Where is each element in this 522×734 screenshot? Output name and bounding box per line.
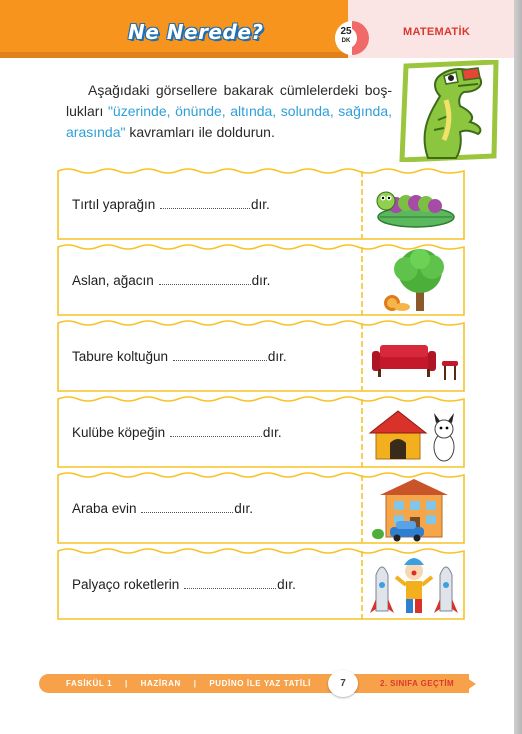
subject-label: MATEMATİK xyxy=(403,26,471,38)
instruction-part2: kavramları ile doldurun. xyxy=(125,124,275,140)
sofa-and-stool-icon xyxy=(366,323,462,391)
timer-unit: DK xyxy=(341,38,351,44)
instruction-text xyxy=(66,80,392,143)
house-and-car-icon xyxy=(366,475,462,543)
row-sentence xyxy=(72,547,296,623)
exercise-row-5 xyxy=(56,471,466,547)
answer-blank[interactable] xyxy=(173,348,267,361)
row-sentence xyxy=(72,319,287,395)
clown-between-rockets-icon xyxy=(366,551,462,619)
footer-book: PUDİNO İLE YAZ TATİLİ xyxy=(209,679,312,688)
instruction-part1: Aşağıdaki görsellere bakarak cümlelerdeki boş-lukları xyxy=(66,82,392,119)
sentence-end: dır. xyxy=(267,349,287,364)
answer-blank[interactable] xyxy=(159,272,251,285)
footer-info xyxy=(66,679,321,688)
lion-under-tree-icon xyxy=(366,247,462,315)
answer-blank[interactable] xyxy=(184,576,276,589)
exercise-row-3 xyxy=(56,319,466,395)
sentence-end: dır. xyxy=(277,577,296,592)
sentence-start: Tabure koltuğun xyxy=(72,349,172,364)
page-number: 7 xyxy=(328,670,358,697)
footer-fascicle: FASİKÜL 1 xyxy=(66,679,113,688)
footer-month: HAZİRAN xyxy=(140,679,181,688)
caterpillar-on-leaf-icon xyxy=(366,171,462,239)
dinosaur-mascot-icon xyxy=(398,60,502,162)
sentence-end: dır. xyxy=(262,425,282,440)
sentence-start: Palyaço roketlerin xyxy=(72,577,184,592)
row-sentence xyxy=(72,243,270,319)
row-sentence xyxy=(72,471,253,547)
timer-badge xyxy=(333,19,371,57)
answer-blank[interactable] xyxy=(170,424,262,437)
exercise-row-4 xyxy=(56,395,466,471)
footer-separator: | xyxy=(124,679,128,688)
exercise-row-2 xyxy=(56,243,466,319)
sentence-end: dır. xyxy=(234,501,254,516)
sentence-start: Tırtıl yaprağın xyxy=(72,197,160,212)
sentence-end: dır. xyxy=(251,197,270,212)
answer-blank[interactable] xyxy=(160,196,250,209)
sentence-end: dır. xyxy=(251,273,271,288)
row-sentence xyxy=(72,167,270,243)
sentence-start: Kulübe köpeğin xyxy=(72,425,169,440)
sentence-start: Aslan, ağacın xyxy=(72,273,158,288)
footer-grade: 2. SINIFA GEÇTİM xyxy=(380,679,455,688)
instruction-keywords: "üzerinde, önünde, altında, solunda, sağında, arasında" xyxy=(66,103,393,140)
row-sentence xyxy=(72,395,282,471)
footer-separator: | xyxy=(193,679,197,688)
exercise-row-6 xyxy=(56,547,466,623)
page-title: Ne Nerede? xyxy=(128,20,264,44)
doghouse-and-dog-icon xyxy=(366,399,462,467)
answer-blank[interactable] xyxy=(141,500,233,513)
timer-value: 25 xyxy=(340,26,352,37)
page-spine xyxy=(514,0,522,734)
sentence-start: Araba evin xyxy=(72,501,141,516)
exercise-row-1 xyxy=(56,167,466,243)
arrow-right-icon xyxy=(467,678,476,690)
